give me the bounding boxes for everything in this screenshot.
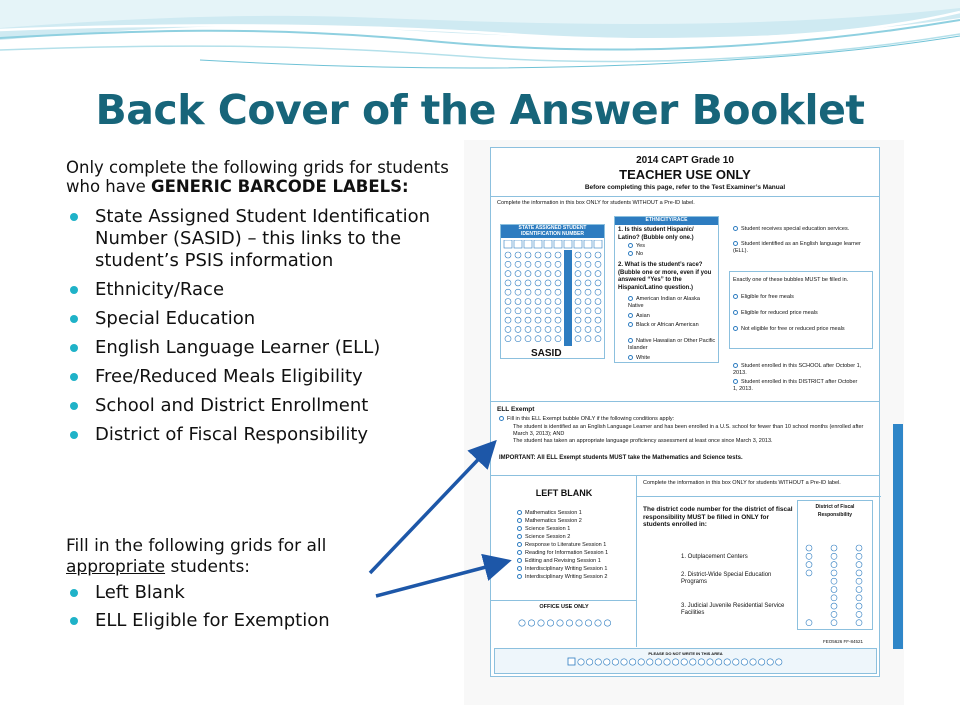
second-section [66, 536, 386, 638]
bullet-text: Free/Reduced Meals Eligibility [95, 366, 363, 387]
session-option [517, 542, 606, 549]
option-label: Student receives special education services. [741, 226, 850, 232]
option-label: Mathematics Session 1 [525, 510, 582, 516]
left-column [66, 158, 466, 453]
bubble-icon [733, 379, 738, 384]
option-label: Science Session 2 [525, 534, 571, 540]
district-item: 2. District-Wide Special Education Programs [681, 572, 772, 585]
option-label: Fill in this ELL Exempt bubble ONLY if the following conditions apply: [507, 416, 675, 422]
meals-note: Exactly one of these bubbles MUST be filled in. [733, 277, 849, 283]
option-label: Eligible for free meals [741, 294, 794, 300]
left-blank-title: LEFT BLANK [535, 488, 593, 498]
option-label: Asian [636, 313, 650, 319]
bullet-icon [70, 315, 78, 323]
bubble-icon [517, 550, 522, 555]
district-note: Complete the information in this box ONLY for students WITHOUT a Pre-ID label. [643, 480, 841, 486]
option-label: Eligible for reduced price meals [741, 310, 818, 316]
race-option [628, 296, 716, 310]
complete-note: Complete the information in this box ONLY for students WITHOUT a Pre-ID label. [497, 200, 695, 206]
bullet-icon [70, 286, 78, 294]
intro-emphasis: GENERIC BARCODE LABELS: [151, 177, 409, 196]
bubble-icon [499, 416, 504, 421]
bullet-list [66, 206, 466, 446]
office-use-bubbles [517, 618, 617, 628]
option-label: American Indian or Alaska Native [628, 296, 700, 309]
bullet-text: State Assigned Student Identification Number (SASID) – this links to the student’s PSIS information [95, 206, 431, 271]
race-option [628, 313, 650, 320]
divider [491, 600, 637, 601]
answer-booklet-back-cover [490, 147, 880, 677]
sasid-bubble-grid [501, 240, 604, 348]
bubble-icon [517, 558, 522, 563]
bullet-item [66, 206, 466, 272]
side-accent-bar [893, 424, 903, 649]
intro-prefix: Only complete the following grids for students who have [66, 158, 449, 196]
bullet-icon [70, 589, 78, 597]
option-label: Student enrolled in this DISTRICT after October 1, 2013. [733, 379, 858, 392]
bullet-text: Left Blank [95, 582, 185, 603]
second-intro-line2: students: [165, 557, 251, 577]
session-option [517, 518, 582, 525]
meals-option [733, 326, 868, 333]
bullet-item [66, 395, 466, 417]
district-item: 3. Judicial Juvenile Residential Service Facilities [681, 603, 785, 616]
option-label: Interdisciplinary Writing Session 1 [525, 566, 608, 572]
bullet-icon [70, 402, 78, 410]
bullet-icon [70, 213, 78, 221]
question-1: 1. Is this student Hispanic/ Latino? (Bubble only one.) [618, 227, 694, 241]
enroll-option [733, 363, 863, 377]
bubble-icon [733, 363, 738, 368]
bubble-icon [517, 542, 522, 547]
bullet-item [66, 366, 466, 388]
bubble-icon [628, 338, 633, 343]
option-label: White [636, 355, 651, 361]
booklet-header-grade: 2014 CAPT Grade 10 [636, 155, 734, 166]
session-option [517, 558, 601, 565]
meals-option [733, 294, 794, 301]
divider [491, 196, 879, 197]
second-intro-line1: Fill in the following grids for all [66, 536, 327, 556]
bubble-icon [733, 241, 738, 246]
second-intro-underlined: appropriate [66, 557, 166, 577]
option-label: Editing and Revising Session 1 [525, 558, 601, 564]
bubble-icon [628, 251, 633, 256]
sasid-label: SASID [531, 348, 562, 359]
bullet-icon [70, 431, 78, 439]
option-yes [628, 243, 645, 250]
bubble-icon [628, 313, 633, 318]
bubble-icon [628, 322, 633, 327]
bullet-item [66, 308, 466, 330]
district-instructions: The district code number for the district of fiscal responsibility MUST be filled in ONLY for students enrolled in: [643, 506, 793, 528]
bubble-icon [733, 310, 738, 315]
bullet-icon [70, 617, 78, 625]
option-label: Native Hawaiian or Other Pacific Islander [628, 338, 716, 351]
bubble-icon [517, 510, 522, 515]
option-label: Black or African American [636, 322, 699, 328]
race-option [628, 355, 650, 362]
ethnicity-header: ETHNICITY/RACE [615, 217, 718, 225]
bullet-text: School and District Enrollment [95, 395, 369, 416]
option-label: Student identified as an English language learner (ELL). [733, 241, 861, 254]
bullet-text: English Language Learner (ELL) [95, 337, 381, 358]
bubble-icon [517, 574, 522, 579]
enroll-option [733, 379, 863, 393]
divider [637, 496, 881, 497]
bubble-icon [628, 296, 633, 301]
bubble-icon [517, 566, 522, 571]
bullet-text: District of Fiscal Responsibility [95, 424, 369, 445]
option-label: Student enrolled in this SCHOOL after October 1, 2013. [733, 363, 862, 376]
option-label: Mathematics Session 2 [525, 518, 582, 524]
bullet-icon [70, 344, 78, 352]
option-label: Reading for Information Session 1 [525, 550, 609, 556]
bubble-icon [517, 534, 522, 539]
booklet-header-teacher: TEACHER USE ONLY [619, 167, 751, 182]
bullet-text: ELL Eligible for Exemption [95, 610, 330, 631]
option-label: Yes [636, 243, 645, 249]
race-option [628, 322, 716, 329]
bullet-item [66, 582, 386, 604]
bullet-item [66, 279, 466, 301]
ell-exempt-option [499, 416, 874, 423]
bubble-icon [628, 355, 633, 360]
option-label: No [636, 251, 644, 257]
ell-option [733, 241, 873, 255]
special-ed-option [733, 226, 873, 233]
bubble-icon [733, 226, 738, 231]
second-intro [66, 536, 386, 578]
option-no [628, 251, 643, 258]
option-label: Response to Literature Session 1 [525, 542, 607, 548]
bubble-icon [628, 243, 633, 248]
bullet-item [66, 610, 386, 632]
bullet-text: Special Education [95, 308, 256, 329]
intro-text [66, 158, 466, 196]
do-not-write-label: PLEASE DO NOT WRITE IN THIS AREA [648, 651, 723, 656]
session-option [517, 526, 570, 533]
bubble-icon [733, 326, 738, 331]
session-option [517, 510, 582, 517]
race-option [628, 338, 716, 352]
question-2: 2. What is the student’s race? (Bubble one or more, even if you answered “Yes” to the Hispanic/Latino question.) [618, 262, 712, 291]
ell-important: IMPORTANT: All ELL Exempt students MUST take the Mathematics and Science tests. [499, 455, 743, 461]
district-grid-label: District of Fiscal Responsibility [815, 504, 855, 518]
slide-title: Back Cover of the Answer Booklet [95, 86, 865, 134]
bullet-item [66, 424, 466, 446]
form-code: FEO5626 FF-84521 [823, 639, 864, 644]
ell-condition-1: The student is identified as an English Language Learner and has been enrolled in a U.S. school for fewer than 10 school months (enrolled after March 3, 2013); AND [513, 424, 864, 437]
bubble-icon [517, 526, 522, 531]
bubble-icon [517, 518, 522, 523]
bullet-item [66, 337, 466, 359]
bullet-text: Ethnicity/Race [95, 279, 225, 300]
ell-title: ELL Exempt [497, 406, 535, 413]
meals-option [733, 310, 818, 317]
bullet-list-2 [66, 582, 386, 632]
sasid-header: STATE ASSIGNED STUDENT IDENTIFICATION NUMBER [501, 225, 604, 238]
district-bubble-grid [801, 543, 871, 628]
bubble-icon [733, 294, 738, 299]
session-option [517, 574, 607, 581]
bullet-icon [70, 373, 78, 381]
option-label: Not eligible for free or reduced price meals [741, 326, 845, 332]
header-waves [0, 0, 960, 90]
district-item: 1. Outplacement Centers [681, 554, 748, 560]
session-option [517, 550, 608, 557]
option-label: Interdisciplinary Writing Session 2 [525, 574, 608, 580]
divider [491, 401, 879, 402]
option-label: Science Session 1 [525, 526, 571, 532]
session-option [517, 566, 607, 573]
ell-condition-2: The student has taken an appropriate language proficiency assessment at least once since March 3, 2013. [513, 438, 773, 444]
session-option [517, 534, 570, 541]
office-use-label: OFFICE USE ONLY [539, 604, 589, 610]
bottom-bubble-row [567, 657, 797, 667]
booklet-header-note: Before completing this page, refer to the Test Examiner’s Manual [584, 184, 786, 191]
